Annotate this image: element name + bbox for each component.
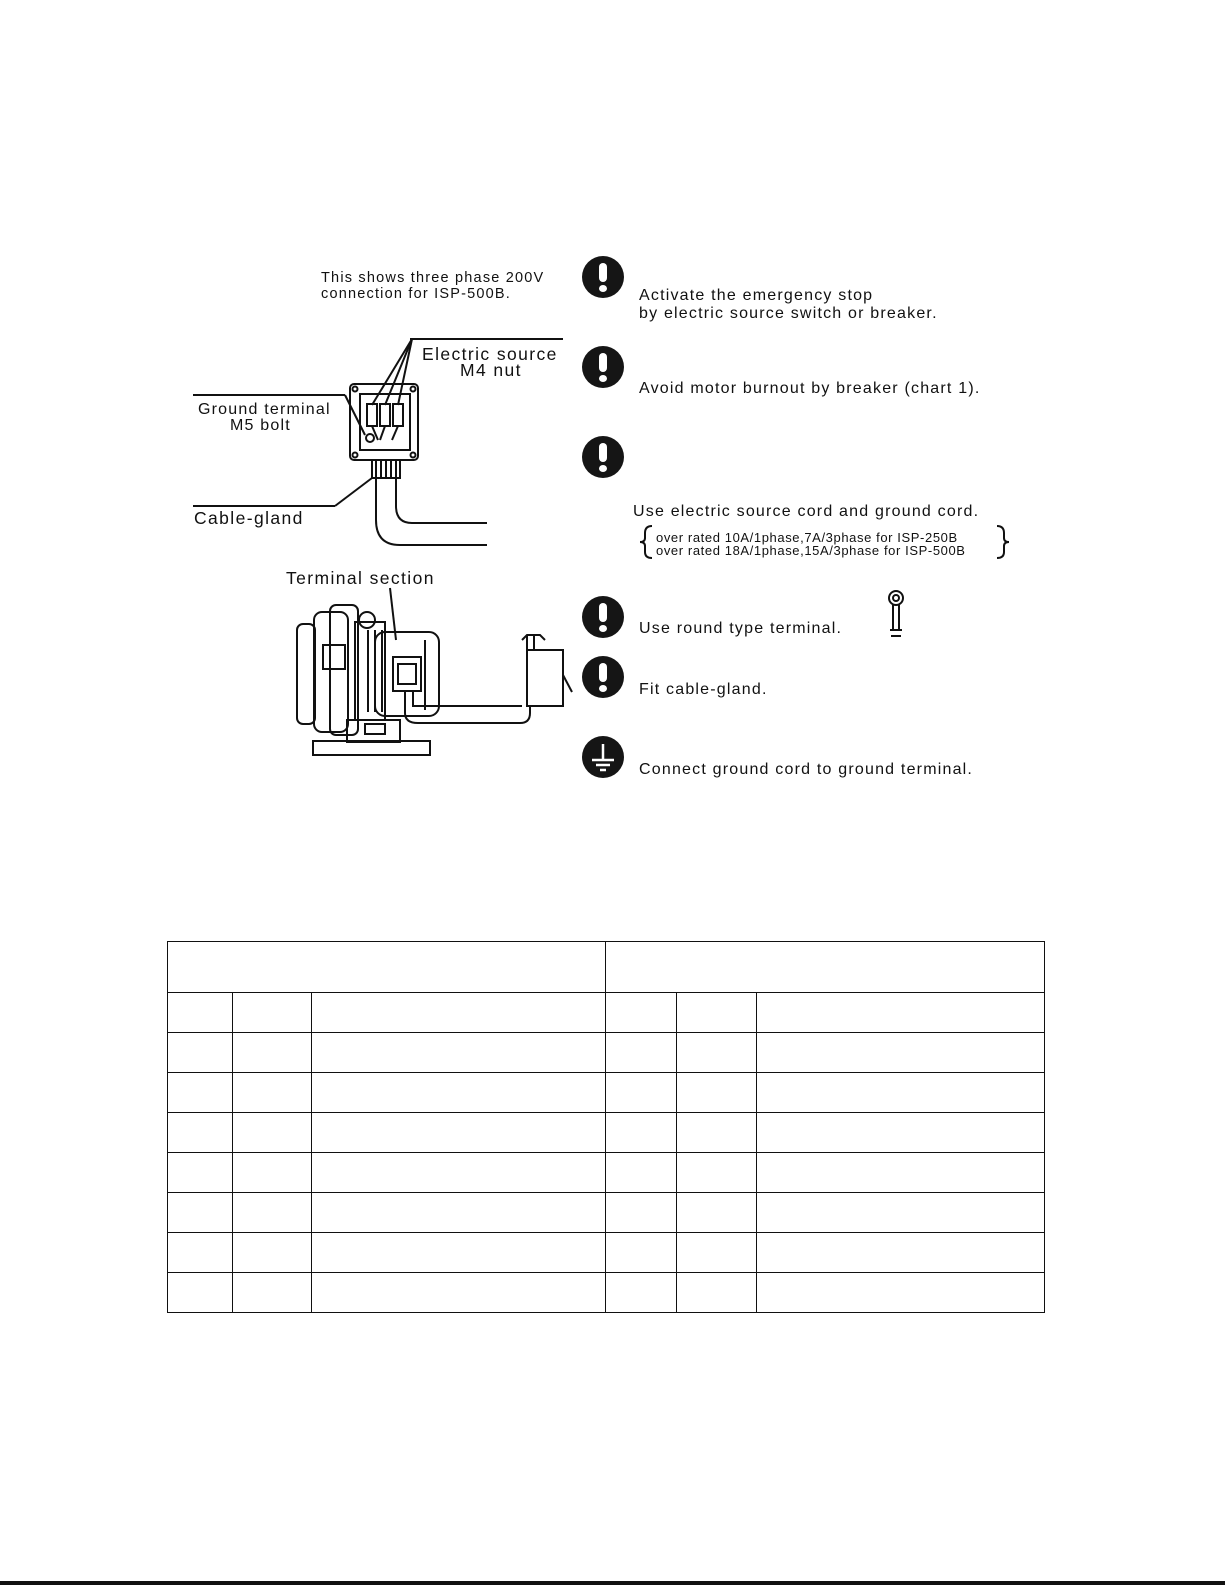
table-cell <box>757 1273 1045 1313</box>
table-cell <box>606 1033 677 1073</box>
table-cell <box>311 1113 606 1153</box>
exclamation-icon <box>582 256 624 298</box>
table-cell <box>606 1153 677 1193</box>
cord-instruction: Use electric source cord and ground cord. <box>633 503 980 520</box>
diagram-caption-line2: connection for ISP-500B. <box>321 286 512 302</box>
table-cell <box>232 1233 311 1273</box>
table-row <box>168 1073 1045 1113</box>
cord-spec-isp250b: over rated 10A/1phase,7A/3phase for ISP-250B <box>656 530 958 545</box>
table-cell <box>757 1073 1045 1113</box>
table-cell <box>311 993 606 1033</box>
breaker-chart-table <box>167 941 1045 1313</box>
table-cell <box>232 1073 311 1113</box>
table-cell <box>677 1033 757 1073</box>
table-cell <box>677 1113 757 1153</box>
table-cell <box>677 1153 757 1193</box>
exclamation-icon <box>582 436 624 478</box>
table-cell <box>232 1033 311 1073</box>
cable-gland-instruction: Fit cable-gland. <box>639 681 768 698</box>
diagram-caption-line1: This shows three phase 200V <box>321 270 545 286</box>
terminal-section-label: Terminal section <box>286 568 435 588</box>
table-cell <box>757 1233 1045 1273</box>
table-cell <box>606 1193 677 1233</box>
table-cell <box>606 1113 677 1153</box>
round-terminal-instruction: Use round type terminal. <box>639 620 843 637</box>
table-cell <box>168 1113 233 1153</box>
table-cell <box>168 993 233 1033</box>
table-cell <box>677 1273 757 1313</box>
ring-terminal-icon <box>889 591 903 636</box>
table-cell <box>677 1193 757 1233</box>
table-row <box>168 1233 1045 1273</box>
exclamation-icon <box>582 596 624 638</box>
table-cell <box>311 1033 606 1073</box>
table-cell <box>311 1073 606 1113</box>
table-cell <box>606 1233 677 1273</box>
table-cell <box>757 1193 1045 1233</box>
table-cell <box>168 1073 233 1113</box>
table-row <box>168 1033 1045 1073</box>
table-cell <box>168 1233 233 1273</box>
table-header-cell <box>168 942 606 993</box>
table-cell <box>168 1033 233 1073</box>
table-cell <box>168 1273 233 1313</box>
table-cell <box>606 993 677 1033</box>
table-row <box>168 1193 1045 1233</box>
table-cell <box>677 1233 757 1273</box>
table-row <box>168 1273 1045 1313</box>
table-cell <box>757 993 1045 1033</box>
emergency-stop-line1: Activate the emergency stop <box>639 287 874 304</box>
table-cell <box>606 1073 677 1113</box>
table-header-cell <box>606 942 1045 993</box>
table-cell <box>232 1153 311 1193</box>
ground-symbol-icon <box>582 736 624 778</box>
m4-nut-label: M4 nut <box>460 360 522 380</box>
table-cell <box>757 1113 1045 1153</box>
breaker-instruction: Avoid motor burnout by breaker (chart 1). <box>639 380 981 397</box>
table-cell <box>311 1193 606 1233</box>
table-cell <box>311 1233 606 1273</box>
table-cell <box>232 1273 311 1313</box>
ground-instruction: Connect ground cord to ground terminal. <box>639 761 974 778</box>
emergency-stop-line2: by electric source switch or breaker. <box>639 305 938 322</box>
table-row <box>168 993 1045 1033</box>
m5-bolt-label: M5 bolt <box>230 417 291 434</box>
table-cell <box>757 1153 1045 1193</box>
cord-spec-isp500b: over rated 18A/1phase,15A/3phase for ISP-500B <box>656 543 966 558</box>
table-cell <box>168 1193 233 1233</box>
table-row <box>168 1113 1045 1153</box>
table-row <box>168 1153 1045 1193</box>
electric-source-label: Electric source <box>422 344 558 364</box>
table-cell <box>232 1193 311 1233</box>
table-cell <box>311 1153 606 1193</box>
table-cell <box>757 1033 1045 1073</box>
exclamation-icon <box>582 656 624 698</box>
table-cell <box>677 993 757 1033</box>
table-cell <box>168 1153 233 1193</box>
table-cell <box>606 1273 677 1313</box>
cable-gland-label: Cable-gland <box>194 508 304 528</box>
table-header-row <box>168 942 1045 993</box>
page-bottom-border <box>0 1581 1225 1585</box>
table-cell <box>232 1113 311 1153</box>
table-cell <box>677 1073 757 1113</box>
ground-terminal-label: Ground terminal <box>198 401 331 418</box>
exclamation-icon <box>582 346 624 388</box>
table-cell <box>232 993 311 1033</box>
table-cell <box>311 1273 606 1313</box>
